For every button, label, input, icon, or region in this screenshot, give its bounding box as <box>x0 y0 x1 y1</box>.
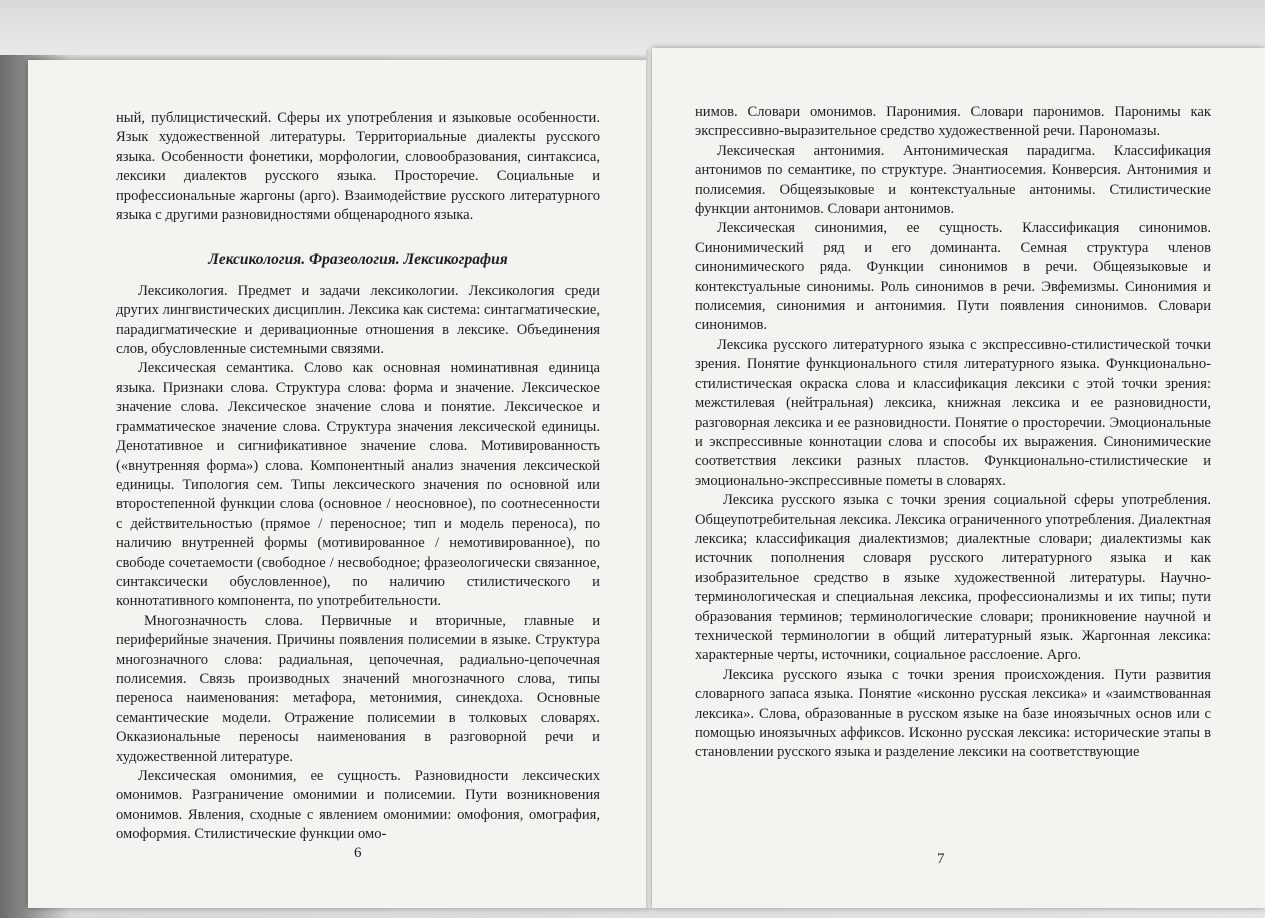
paragraph-antonymy: Лексическая антонимия. Антонимическая парадигма. Классификация антонимов по семантике, по структуре. Энантиосемия. Конверсия. Антонимия и полисемия. Общеязыковые и контекстуальные антонимы. Стилистические функции антонимов. Словари антонимов. <box>695 142 1211 218</box>
page-number-left: 6 <box>354 845 362 861</box>
right-page <box>652 48 1265 908</box>
paragraph-stylistic-lexis: Лексика русского литературного языка с экспрессивно-стилистической точки зрения. Понятие функционального стиля литературного языка. Функционально-стилистическая окраска слова и классификация лексики с этой точки зрения: межстилевая (нейтральная) лексика, книжная лексика и ее разновидности, разговорная лексика и ее разновидности. Понятие о просторечии. Эмоциональные и экспрессивные коннотации слова и способы их выражения. Синонимические соответствия лексики разных пластов. Функционально-стилистические и эмоционально-экспрессивные пометы в словарях. <box>695 336 1211 489</box>
paragraph-synonymy: Лексическая синонимия, ее сущность. Классификация синонимов. Синонимический ряд и его доминанта. Семная структура членов синонимического ряда. Функции синонимов в речи. Общеязыковые и контекстуальные синонимы. Роль синонимов в речи. Эвфемизмы. Синонимия и полисемия, синонимия и антонимия. Пути появления синонимов. Словари синонимов. <box>695 220 1211 334</box>
paragraph-origin-lexis: Лексика русского языка с точки зрения происхождения. Пути развития словарного запаса языка. Понятие «исконно русская лексика» и «заимствованная лексика». Слова, образованные в русском языке на базе иноязычных основ или с помощью иноязычных аффиксов. Исконно русская лексика: исторические этапы в становлении русского языка и разделение лексики на соответствующие <box>695 666 1211 761</box>
page-number-right: 7 <box>937 851 945 867</box>
right-paragraph-continuation: нимов. Словари омонимов. Паронимия. Словари паронимов. Паронимы как экспрессивно-выразительное средство художественной речи. Парономазы. <box>695 104 1211 140</box>
paragraph-polysemy: Многозначность слова. Первичные и вторичные, главные и периферийные значения. Причины появления полисемии в языке. Структура многозначного слова: радиальная, цепочечная, радиально-цепочечная полисемия. Связь производных значений многозначного слова, типы переноса наименования: метафора, метонимия, синекдоха. Основные семантические модели. Отражение полисемии в толковых словарях. Окказиональные переносы наименования в разговорной речи и художественной литературе. <box>116 612 600 765</box>
section-heading: Лексикология. Фразеология. Лексикография <box>208 251 508 269</box>
left-page-text <box>116 109 600 845</box>
scanner-background <box>0 0 1265 55</box>
right-page-text <box>695 103 1211 763</box>
paragraph-social-lexis: Лексика русского языка с точки зрения социальной сферы употребления. Общеупотребительная лексика. Лексика ограниченного употребления. Диалектная лексика; классификация диалектизмов; диалектные словари; диалектизмы как источник пополнения словаря русского литературного языка и как изобразительное средство в языке художественной литературы. Научно-терминологическая и специальная лексика, профессионализмы и их типы; пути образования терминов; терминологические словари; проникновение научной и технической терминологии в общий литературный язык. Жаргонная лексика: характерные черты, источники, социальное расслоение. Арго. <box>695 492 1211 664</box>
paragraph-lexicology: Лексикология. Предмет и задачи лексикологии. Лексикология среди других лингвистических дисциплин. Лексика как система: синтагматические, парадигматические и деривационные отношения в лексике. Объединения слов, обусловленные системными связями. <box>116 282 601 358</box>
left-paragraph-continuation: ный, публицистический. Сферы их употребления и языковые особенности. Язык художественной литературы. Территориальные диалекты русского языка. Особенности фонетики, морфологии, словообразования, синтаксиса, лексики диалектов русского языка. Просторечие. Социальные и профессиональные жаргоны (арго). Взаимодействие русского литературного языка с другими разновидностями общенародного языка. <box>116 110 600 224</box>
left-page <box>28 60 650 908</box>
paragraph-homonymy: Лексическая омонимия, ее сущность. Разновидности лексических омонимов. Разграничение омонимии и полисемии. Пути возникновения омонимов. Явления, сходные с явлением омонимии: омофония, омография, омоформия. Стилистические функции омо- <box>116 768 600 843</box>
paragraph-lexical-semantics: Лексическая семантика. Слово как основная номинативная единица языка. Признаки слова. Структура слова: форма и значение. Лексическое значение слова. Лексическое значение слова и понятие. Лексическое и грамматическое значение слова. Структура значения лексической единицы. Денотативное и сигнификативное значение слова. Мотивированность («внутренняя форма») слова. Компонентный анализ значения лексической единицы. Типология сем. Типы лексического значения по основной или второстепенной функции слова (основное / неосновное), по соотнесенности с действительностью (прямое / переносное; тип и модель переноса), по наличию внутренней формы (мотивированное / немотивированное), по свободе сочетаемости (свободное / несвободное; фразеологически связанное, синтаксически обусловленное), по наличию стилистического и коннотативного компонента, по употребительности. <box>116 360 600 610</box>
